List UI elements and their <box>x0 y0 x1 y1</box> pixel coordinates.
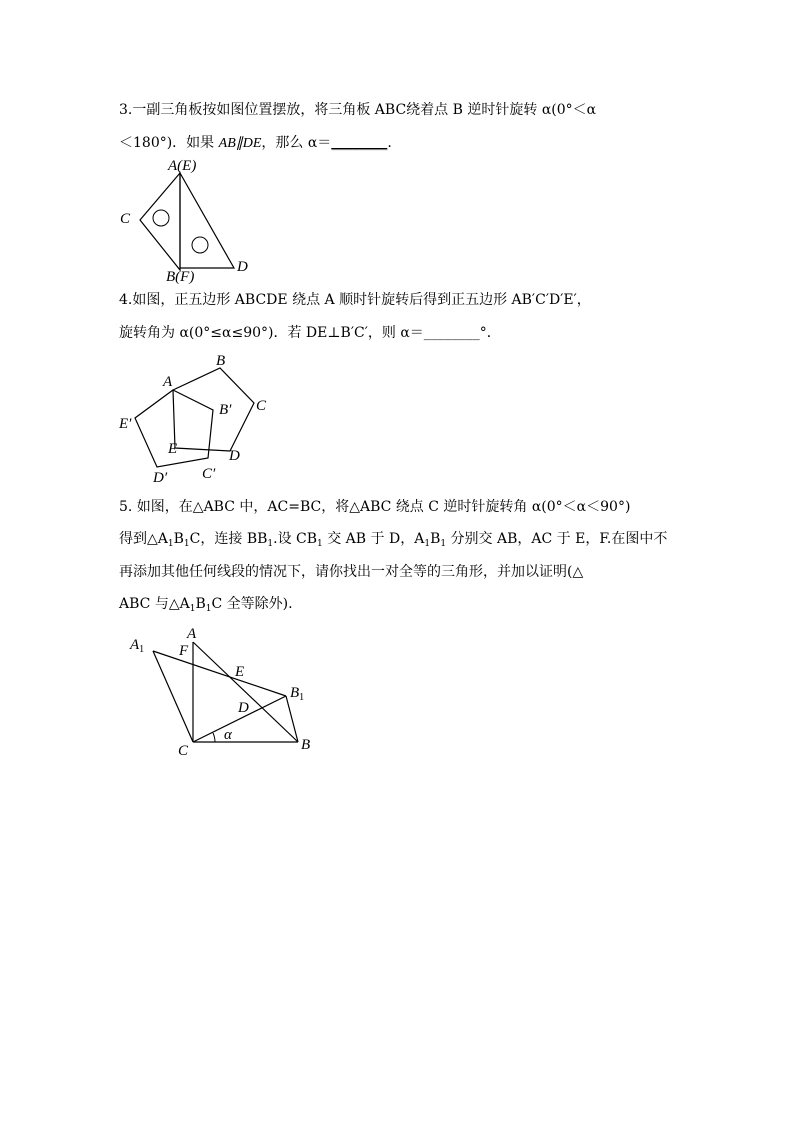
q5-text-line-2 <box>119 530 667 553</box>
q5-l2-b: B <box>173 531 184 547</box>
q5-l2-f: B <box>430 531 441 547</box>
q3-text-line-1: 3.一副三角板按如图位置摆放，将三角板 ABC绕着点 B 逆时针旋转 α(0°＜α <box>119 102 597 118</box>
q4-label-e-prime: E′ <box>119 416 132 432</box>
q5-l4-c: C 全等除外). <box>211 596 293 612</box>
q5-sub: 1 <box>267 539 274 549</box>
q4-text-line-2: 旋转角为 α(0°≤α≤90°)．若 DE⊥B′C′，则 α＝________°． <box>119 325 501 341</box>
q5-l2-d: .设 CB <box>273 531 318 547</box>
q4-label-c: C <box>256 398 267 414</box>
q5-l4-a: ABC 与△A <box>119 596 190 612</box>
q3-hole-circle-right <box>192 237 208 253</box>
q3-line2-start: ＜180°)．如果 <box>119 135 219 151</box>
q5-figure <box>120 620 330 765</box>
q4-label-a: A <box>163 374 173 390</box>
q3-line2-mid: ，那么 α＝ <box>261 135 332 151</box>
q4-label-e: E <box>168 441 178 457</box>
q5-text-line-1: 5. 如图，在△ABC 中，AC=BC，将△ABC 绕点 C 逆时针旋转角 α(0°＜α＜90°) <box>119 499 631 515</box>
q5-l2-g: 分别交 AB，AC 于 E，F.在图中不 <box>446 531 668 547</box>
q3-label-b-f: B(F) <box>166 269 195 285</box>
q5-segment-a1b1 <box>153 651 286 696</box>
q5-label-alpha: α <box>224 727 232 743</box>
q5-label-e: E <box>235 664 245 680</box>
q5-l2-a: 得到△A <box>119 531 168 547</box>
q5-sub: 1 <box>183 539 190 549</box>
q3-hole-circle-left <box>153 210 169 226</box>
q5-l2-e: 交 AB 于 D，A <box>322 531 425 547</box>
q4-text-line-1: 4.如图，正五边形 ABCDE 绕点 A 顺时针旋转后得到正五边形 AB′C′D′E′， <box>119 292 591 308</box>
q5-label-d: D <box>238 700 249 716</box>
q5-text-line-3: 再添加其他任何线段的情况下，请你找出一对全等的三角形，并加以证明(△ <box>119 564 584 580</box>
q5-sub: 1 <box>189 604 196 614</box>
q5-sub: 1 <box>205 604 212 614</box>
q5-segment-a1c <box>153 651 193 742</box>
q3-triangle-abc <box>140 173 180 270</box>
q4-pentagon-abcde <box>173 368 254 451</box>
q5-label-f: F <box>179 643 189 659</box>
q3-line2-end: . <box>387 135 392 151</box>
q5-sub: 1 <box>317 539 323 549</box>
q3-figure <box>110 150 270 285</box>
q5-sub: 1 <box>440 539 447 549</box>
q4-label-d: D <box>229 448 240 464</box>
q4-figure <box>115 350 285 490</box>
q5-label-a: A <box>187 626 197 642</box>
q5-text-line-4 <box>119 595 293 618</box>
q3-condition: AB∥DE <box>218 136 262 151</box>
q5-sub: 1 <box>167 539 174 549</box>
q4-label-b: B <box>216 353 226 369</box>
q5-label-c: C <box>178 743 189 759</box>
q5-l2-c: C，连接 BB <box>189 531 268 547</box>
q5-segment-bb1 <box>286 696 298 742</box>
q5-l4-b: B <box>195 596 206 612</box>
q5-label-b1: $B_1$ <box>290 685 305 703</box>
q3-answer-blank[interactable]: ________ <box>331 135 388 151</box>
q4-label-d-prime: D′ <box>153 470 168 486</box>
q3-triangle-def <box>180 173 234 268</box>
q3-label-a-e: A(E) <box>168 158 197 174</box>
q5-angle-arc <box>213 733 215 742</box>
q3-label-c: C <box>120 211 131 227</box>
q4-label-b-prime: B′ <box>219 402 232 418</box>
q4-label-c-prime: C′ <box>202 466 216 482</box>
q5-segment-ab <box>193 642 298 742</box>
q5-label-b: B <box>301 737 311 753</box>
q5-sub: 1 <box>424 539 431 549</box>
q3-label-d: D <box>237 259 248 275</box>
q5-label-a1: $A_1$ <box>130 637 145 655</box>
